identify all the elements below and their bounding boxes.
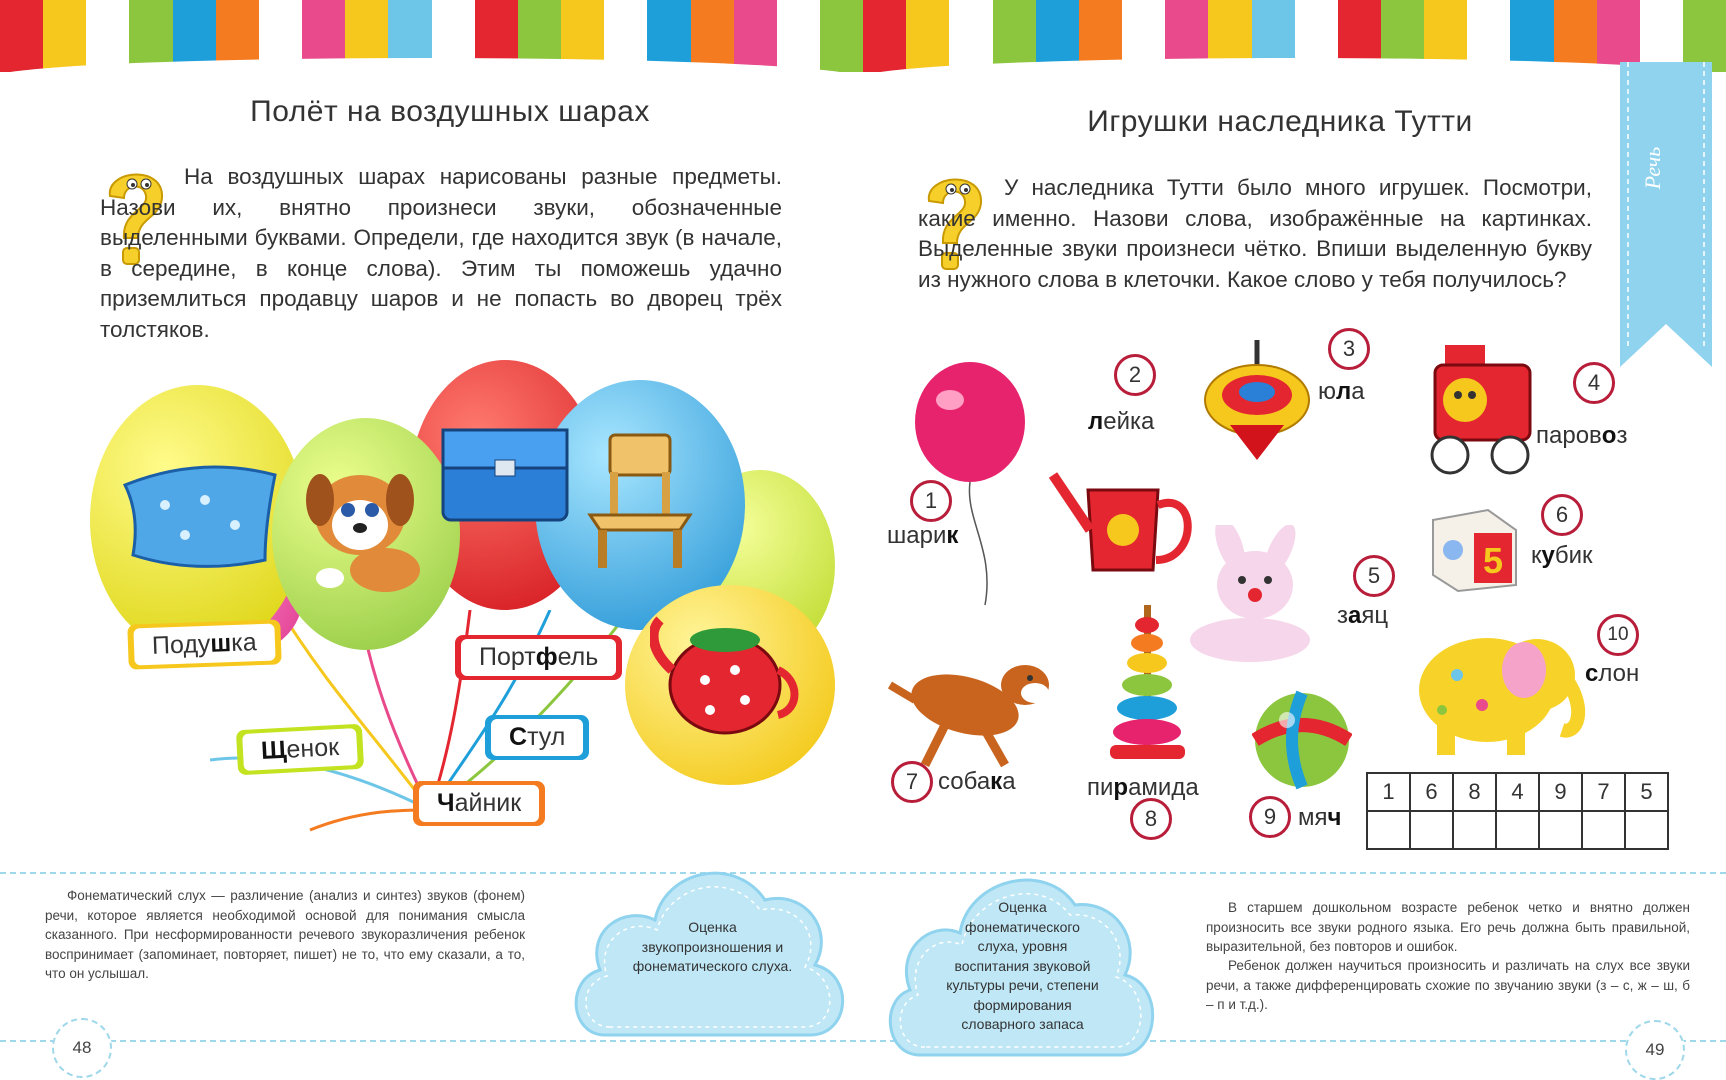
word-tag-stul: Стул	[485, 715, 589, 760]
grid-number: 9	[1539, 773, 1582, 811]
cube-image	[1428, 505, 1520, 593]
right-task-text: У наследника Тутти было много игрушек. Посмотри, какие именно. Назови слова, изображённые на картинках. Выделенные звуки произнеси чётко. Впиши выделенную букву из нужного слова в клеточки. Какое слово у тебя получилось?	[918, 175, 1592, 292]
item-word: юла	[1318, 378, 1365, 405]
item-number: 6	[1541, 494, 1583, 536]
item-word: мяч	[1298, 804, 1342, 831]
dog-image	[885, 630, 1060, 770]
pyramid-toy-image	[1110, 605, 1185, 760]
left-footnote: Фонематический слух — различение (анализ и синтез) звуков (фонем) речи, которое является необходимой основой для понимания смысла сказанного. При несформированности речевого звукоразличения ребенок воспринимает (запоминает, повторяет, пишет) не то, что ему сказали, а то, что он услышал.	[45, 888, 525, 981]
item-number: 10	[1597, 614, 1639, 656]
right-footnote-1: В старшем дошкольном возрасте ребенок четко и внятно должен произносить все звуки родного языка. Его речь должна быть правильной, выразительной, без повторов и ошибок.	[1206, 900, 1690, 954]
left-page-edge	[0, 58, 860, 98]
item-word: заяц	[1337, 602, 1389, 629]
answer-cell[interactable]	[1410, 811, 1453, 849]
left-page-title: Полёт на воздушных шарах	[250, 95, 650, 128]
bunny-image	[1180, 525, 1320, 670]
word-tag-podushka: Подушка	[127, 619, 281, 669]
grid-number: 8	[1453, 773, 1496, 811]
right-page-title: Игрушки наследника Тутти	[1087, 105, 1473, 138]
bookmark-label: Речь	[1640, 146, 1665, 190]
train-image	[1425, 335, 1540, 480]
right-cloud-text: Оценка фонематического слуха, уровня воспитания звуковой культуры речи, степени формирования словарного запаса	[946, 899, 1099, 1032]
item-number: 1	[910, 480, 952, 522]
stripe	[734, 0, 777, 72]
briefcase-image	[435, 410, 575, 530]
answer-cell[interactable]	[1453, 811, 1496, 849]
bookmark-ribbon	[1620, 62, 1712, 367]
puppy-image	[290, 460, 440, 600]
chair-image	[580, 430, 700, 570]
item-word: кубик	[1531, 542, 1593, 569]
answer-cell[interactable]	[1582, 811, 1625, 849]
grid-number: 5	[1625, 773, 1668, 811]
item-number: 5	[1353, 555, 1395, 597]
watering-can-image	[1048, 450, 1198, 580]
top-dashed-divider	[0, 872, 1726, 874]
stripe	[863, 0, 906, 72]
right-footnote-2: Ребенок должен научиться произносить и различать на слух все звуки речи, а также дифференцировать схожие по звучанию звуки (з – с, ж – ш, б – п и т.д.).	[1206, 958, 1690, 1012]
stripe	[43, 0, 86, 72]
stripe	[820, 0, 863, 72]
stripe	[949, 0, 992, 72]
item-word: паровоз	[1536, 422, 1628, 449]
page-number-left: 48	[52, 1018, 112, 1078]
item-number: 4	[1573, 362, 1615, 404]
word-tag-portfel: Портфель	[455, 635, 622, 680]
stripe	[777, 0, 820, 72]
bottom-dashed-divider	[0, 1040, 1726, 1042]
left-task-text: На воздушных шарах нарисованы разные предметы. Назови их, внятно произнеси звуки, обозначенные выделенными буквами. Определи, где находится звук (в начале, в середине, в конце слова). Этим ты поможешь удачно приземлиться продавцу шаров и не попасть во дворец трёх толстяков.	[100, 164, 782, 342]
answer-cell[interactable]	[1496, 811, 1539, 849]
grid-number: 7	[1582, 773, 1625, 811]
teapot-image	[650, 610, 800, 740]
svg-text:5: 5	[1483, 540, 1504, 581]
stripe	[86, 0, 129, 72]
item-number: 3	[1328, 328, 1370, 370]
grid-number: 1	[1367, 773, 1410, 811]
answer-grid	[1366, 772, 1669, 850]
item-word: собака	[938, 768, 1016, 795]
left-cloud-text: Оценка звукопроизношения и фонематического слуха.	[632, 919, 793, 974]
spinning-top-image	[1200, 340, 1315, 465]
pillow-image	[115, 455, 285, 575]
stripe	[906, 0, 949, 72]
answer-cell[interactable]	[1625, 811, 1668, 849]
right-page-edge	[860, 58, 1726, 98]
item-number: 2	[1114, 354, 1156, 396]
item-number: 9	[1249, 796, 1291, 838]
item-number: 7	[891, 761, 933, 803]
grid-number: 6	[1410, 773, 1453, 811]
word-tag-shchenok: Щенок	[236, 724, 364, 776]
elephant-image	[1412, 620, 1587, 760]
page-number-right: 49	[1625, 1020, 1685, 1080]
stripe	[0, 0, 43, 72]
item-word: пирамида	[1087, 774, 1199, 801]
stripe	[691, 0, 734, 72]
item-word: слон	[1585, 660, 1640, 687]
answer-cell[interactable]	[1539, 811, 1582, 849]
item-word: шарик	[887, 522, 959, 549]
answer-cell[interactable]	[1367, 811, 1410, 849]
item-number: 8	[1130, 798, 1172, 840]
ball-image	[1252, 690, 1352, 790]
grid-number: 4	[1496, 773, 1539, 811]
word-tag-chainik: Чайник	[413, 781, 545, 826]
item-word: лейка	[1088, 408, 1155, 435]
